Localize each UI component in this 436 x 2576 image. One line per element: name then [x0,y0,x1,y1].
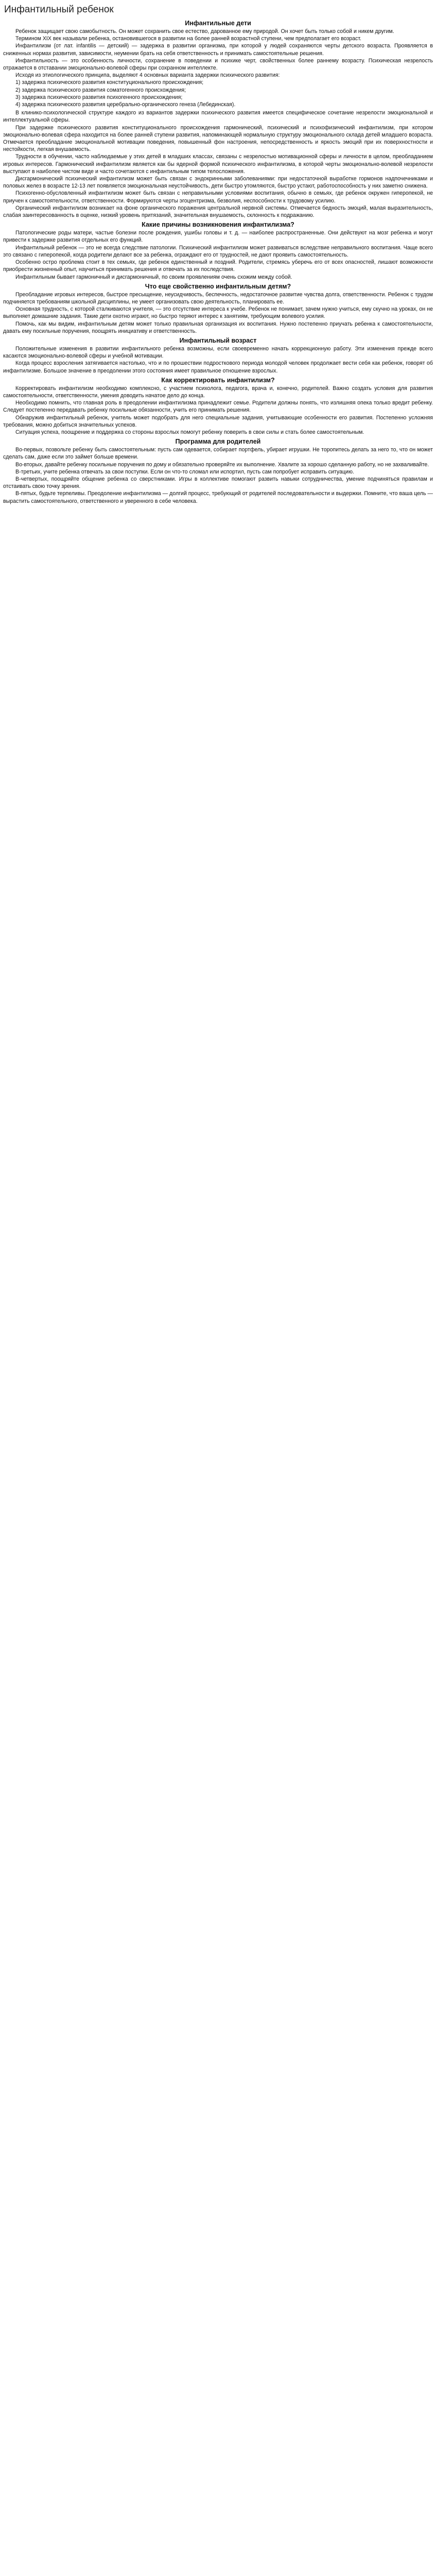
paragraph: Ситуация успеха, поощрение и поддержка со стороны взрослых помогут ребенку поверить в свои силы и стать более самостоятельным. [15,429,364,435]
paragraph: 1) задержка психического развития конституционального происхождения; [15,79,204,86]
paragraph: Инфантильность — это особенность личности, сохранение в поведении и психике черт, свойственных более раннему возрасту. Психическая незрелость отражается в отставании эмоционально-волевой сферы при сохранном интеллекте. [3,57,433,72]
paragraph: Особенно остро проблема стоит в тех семьях, где ребенок единственный и поздний. Родители, стремясь уберечь его от всех опасностей, лишают возможности приобрести жизненный опыт, научиться принимать решения и отвечать за их последствия. [3,259,433,273]
paragraph: 3) задержка психического развития психогенного происхождения; [15,94,183,100]
paragraph: Ребенок защищает свою самобытность. Он может сохранить свое естество, дарованное ему природой. Он хочет быть только собой и никем другим. [15,28,394,35]
paragraph: Основная трудность, с которой сталкиваются учителя, — это отсутствие интереса к учебе. Ребенок не понимает, зачем нужно учиться, ему скучно на уроках, он не выполняет домашние задания. Такие дети охотно играют, но быстро теряют интерес к занятиям, требующим волевого усилия. [3,306,433,320]
paragraph: Органический инфантилизм возникает на фоне органического поражения центральной нервной системы. Отмечается бедность эмоций, малая выразительность, слабая заинтересованность в оценке, низкий уровень притязаний, значительная внушаемость, склонность к подражанию. [3,205,433,219]
paragraph: В-четвертых, поощряйте общение ребенка со сверстниками. Игры в коллективе помогают развить навыки сотрудничества, умение подчиняться правилам и отстаивать свою точку зрения. [3,476,433,490]
section-heading: Какие причины возникновения инфантилизма? [142,221,294,229]
section-heading: Как корректировать инфантилизм? [161,376,275,384]
section [3,20,433,108]
section-heading: Программа для родителей [175,438,261,446]
paragraph: Корректировать инфантилизм необходимо комплексно, с участием психолога, педагога, врача и, конечно, родителей. Важно создать условия для развития самостоятельности, ответственности, умения доводить начатое дело до конца. [3,385,433,399]
section [3,221,433,280]
paragraph: Необходимо помнить, что главная роль в преодолении инфантилизма принадлежит семье. Родители должны понять, что излишняя опека только вредит ребенку. Следует постепенно передавать ребенку посильные обязанности, учить его принимать решения. [3,400,433,414]
paragraph: 2) задержка психического развития соматогенного происхождения; [15,87,186,93]
document-page [0,0,436,505]
page-title: Инфантильный ребенок [4,4,114,15]
paragraph: В-третьих, учите ребенка отвечать за свои поступки. Если он что-то сломал или испортил, пусть сам попробует исправить ситуацию. [15,468,354,475]
paragraph: Трудности в обучении, часто наблюдаемые у этих детей в младших классах, связаны с незрелостью мотивационной сферы и личности в целом, преобладанием игровых интересов. Гармонический инфантилизм является как бы ядерной формой психического инфантилизма, в которой черты эмоционально-волевой незрелости выступают в наиболее чистом виде и часто сочетаются с инфантильным типом телосложения. [3,154,433,175]
paragraph: Во-первых, позвольте ребенку быть самостоятельным: пусть сам одевается, собирает портфель, убирает игрушки. Не торопитесь делать за него то, что он может сделать сам, даже если это займет больше времени. [3,447,433,461]
paragraph: В клинико-психологической структуре каждого из вариантов задержки психического развития имеется специфическое сочетание незрелости эмоциональной и интеллектуальной сферы. [3,110,433,124]
paragraph: В-пятых, будьте терпеливы. Преодоление инфантилизма — долгий процесс, требующий от родителей последовательности и выдержки. Помните, что ваша цель — вырастить самостоятельного, ответственного и уверенного в себе человека. [3,490,433,504]
paragraph: Исходя из этиологического принципа, выделяют 4 основных варианта задержки психического развития: [15,72,280,79]
section [3,438,433,505]
paragraph: 4) задержка психического развития церебрально-органического генеза (Лебединская). [15,101,236,108]
paragraph: Преобладание игровых интересов, быстрое пресыщение, неусидчивость, беспечность, недостаточное развитие чувства долга, ответственности. Ребенок с трудом подчиняется требованиям школьной дисциплины, не умеет организовать свою деятельность, планировать ее. [3,291,433,305]
paragraph: Психогенно-обусловленный инфантилизм может быть связан с неправильными условиями воспитания, обычно в семьях, где ребенок окружен гиперопекой, не приучен к самостоятельности, ответственности. Формируются черты эгоцентризма, безволия, неспособности к трудовому усилию. [3,190,433,204]
paragraph: Инфантильный ребенок — это не всегда следствие патологии. Психический инфантилизм может развиваться вследствие неправильного воспитания. Чаще всего это связано с гиперопекой, когда родители делают все за ребенка, ограждают его от трудностей, не дают проявить самостоятельность. [3,244,433,258]
section [3,377,433,436]
paragraph: Термином XIX век называли ребенка, остановившегося в развитии на более ранней возрастной ступени, чем предполагает его возраст. [15,36,361,42]
paragraph: Во-вторых, давайте ребенку посильные поручения по дому и обязательно проверяйте их выполнение. Хвалите за хорошо сделанную работу, но не захваливайте. [15,461,429,468]
paragraph: Инфантилизм (от лат. infantilis — детский) — задержка в развитии организма, при которой у людей сохраняются черты детского возраста. Проявляется в сниженных нормах развития, зависимости, неумении брать на себя ответственность и принимать самостоятельные решения. [3,43,433,57]
section-heading: Что еще свойственно инфантильным детям? [145,282,291,290]
section-heading: Инфантильный возраст [179,336,257,344]
section [3,337,433,375]
paragraph: Помочь, как мы видим, инфантильным детям может только правильная организация их воспитания. Нужно постепенно приучать ребенка к самостоятельности, давать ему посильные поручения, поощрять инициативу и ответственность. [3,320,433,334]
paragraph: Патологические роды матери, частые болезни после рождения, ушибы головы и т. д. — наиболее распространенные. Они действуют на мозг ребенка и могут привести к задержке развития отдельных его функций. [3,230,433,244]
paragraph: Инфантильным бывает гармоничный и дисгармоничный, по своим проявлениям очень схожим между собой. [15,274,292,280]
paragraph: Обнаружив инфантильный ребенок, учитель может подобрать для него специальные задания, учитывающие особенности его развития. Постепенно усложняя требования, можно добиться значительных успехов. [3,414,433,428]
paragraph: Положительные изменения в развитии инфантильного ребенка возможны, если своевременно начать коррекционную работу. Эти изменения прежде всего касаются эмоционально-волевой сферы и учебной мотивации. [3,345,433,360]
document-body [3,20,433,505]
paragraph: Дисгармонический психический инфантилизм может быть связан с эндокринными заболеваниями: при недостаточной выработке гормонов надпочечниками и половых желез в возрасте 12-13 лет появляется эмоциональная неустойчивость, дети быстро утомляются, быстро устают, работоспособность у них заметно снижена. [3,176,433,190]
section [3,109,433,219]
section-heading: Инфантильные дети [185,20,251,27]
paragraph: Когда процесс взросления затягивается настолько, что и по прошествии подросткового периода молодой человек продолжает вести себя как ребенок, говорят об инфантилизме. Большое значение в преодолении этого состояния имеет правильное отношение взрослых. [3,360,433,374]
section [3,283,433,335]
paragraph: При задержке психического развития конституционального происхождения гармонический, психический и психофизический инфантилизм, при котором эмоционально-волевая сфера находится на более ранней ступени развития, напоминающей нормальную структуру эмоционального склада детей младшего возраста. Отмечается преобладание эмоциональной мотивации поведения, повышенный фон настроения, непосредственность и яркость эмоций при их поверхностности и нестойкости, легкая внушаемость. [3,124,433,153]
